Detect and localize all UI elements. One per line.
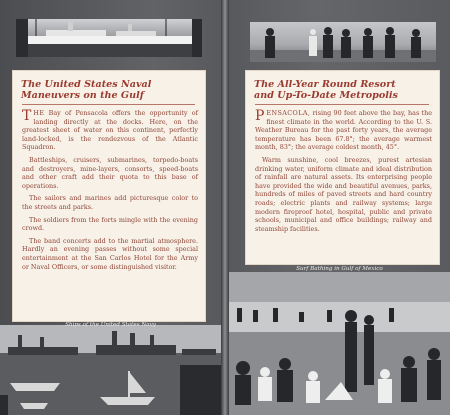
beach-people-photo: [250, 22, 436, 62]
paragraph-2: Warm sunshine, cool breezes, purest artesian drinking water, uniform climate and ideal distribution of rainfall are natural assets. Its enterprising people have provided the wide and beautiful avenues, parks, hundreds of miles of paved streets and hard country roads; electric plants and railway systems; large modern fireproof hotel, hospital, public and private schools, municipal and office buildings; railway and steamship facilities.: [255, 155, 432, 233]
paragraph-4: The soldiers from the forts mingle with the evening crowd.: [22, 215, 198, 233]
heading-line-1: The All-Year Round Resort: [254, 79, 396, 90]
resort-metropolis-text: [255, 109, 432, 237]
surf-bathing-photo: [229, 272, 450, 415]
lead-word: ENSACOLA,: [266, 109, 311, 117]
book-gutter: [221, 0, 229, 415]
naval-maneuvers-panel: [13, 71, 205, 321]
paragraph-5: The band concerts add to the martial atmosphere. Hardly an evening passes without some special entertainment at the San Carlos Hotel for the Army or Naval Officers, or some distinguished visitor.: [22, 236, 198, 271]
drop-cap: T: [22, 108, 32, 124]
paragraph-2: Battleships, cruisers, submarines, torpedo-boats and destroyers, mine-layers, consorts, speed-boats and other craft add their quota to this base of operations.: [22, 155, 198, 190]
paragraph-1: [255, 109, 432, 152]
naval-ship-photo: [16, 19, 202, 57]
resort-metropolis-panel: [246, 71, 439, 264]
paragraph-3: The sailors and marines add picturesque color to the streets and parks.: [22, 194, 198, 211]
heading-line-2: Maneuvers on the Gulf: [21, 90, 144, 101]
heading-line-2: and Up-To-Date Metropolis: [254, 90, 398, 101]
heading-divider: [255, 104, 429, 105]
drop-cap: P: [255, 108, 265, 124]
heading-divider: [22, 104, 195, 105]
navy-photo-caption: Ships of the United States Navy: [65, 322, 156, 328]
heading-line-1: The United States Naval: [21, 79, 152, 90]
lead-word: HE: [33, 109, 45, 117]
paragraph-1: [22, 109, 198, 152]
surf-photo-caption: Surf Bathing in Gulf of Mexico: [296, 266, 383, 272]
naval-maneuvers-heading: [21, 79, 199, 101]
paragraph-1-text: Bay of Pensacola offers the opportunity of landing directly at the docks. Here, on the greatest sheet of water on this continent, perfectly land-locked, is the rendezvous of the Atlantic Squadron.: [22, 109, 198, 152]
navy-fleet-photo: [0, 325, 221, 415]
paragraph-1-text: rising 90 feet above the bay, has the finest climate in the world. According to the U. S. Weather Bureau for the past forty years, the average temperature has been 67.8°; the average warmest month, 83°; the average coldest month, 45°.: [255, 109, 432, 152]
naval-maneuvers-text: [22, 109, 198, 275]
resort-metropolis-heading: [254, 79, 434, 101]
